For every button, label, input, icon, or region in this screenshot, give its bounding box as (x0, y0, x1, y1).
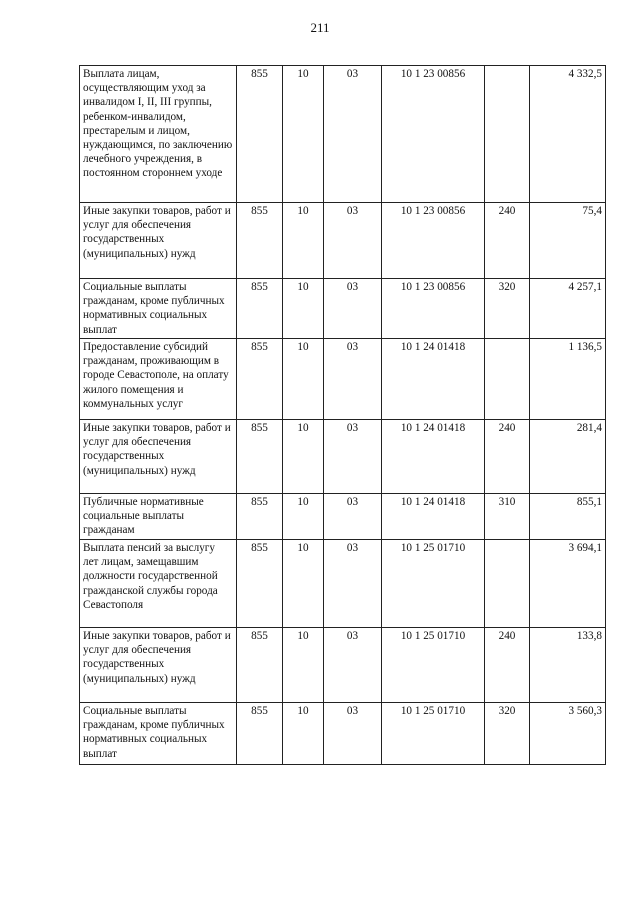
table-row (80, 420, 606, 494)
amount: 3 560,3 (530, 703, 606, 765)
amount: 133,8 (530, 628, 606, 703)
row-name: Иные закупки товаров, работ и услуг для обеспечения государственных (муниципальных) нужд (80, 203, 237, 279)
target-article-code: 10 1 24 01418 (382, 339, 485, 420)
expense-type-code (485, 540, 530, 628)
row-name: Публичные нормативные социальные выплаты гражданам (80, 494, 237, 540)
ministry-code: 855 (237, 494, 283, 540)
row-name: Иные закупки товаров, работ и услуг для обеспечения государственных (муниципальных) нужд (80, 628, 237, 703)
ministry-code: 855 (237, 66, 283, 203)
ministry-code: 855 (237, 628, 283, 703)
expense-type-code (485, 66, 530, 203)
table-row (80, 339, 606, 420)
row-name: Социальные выплаты гражданам, кроме публичных нормативных социальных выплат (80, 279, 237, 339)
amount: 3 694,1 (530, 540, 606, 628)
target-article-code: 10 1 25 01710 (382, 540, 485, 628)
subsection-code: 03 (324, 279, 382, 339)
target-article-code: 10 1 25 01710 (382, 703, 485, 765)
target-article-code: 10 1 23 00856 (382, 66, 485, 203)
ministry-code: 855 (237, 203, 283, 279)
ministry-code: 855 (237, 420, 283, 494)
section-code: 10 (283, 66, 324, 203)
table-body (80, 66, 606, 765)
expense-type-code: 310 (485, 494, 530, 540)
expense-type-code: 240 (485, 628, 530, 703)
ministry-code: 855 (237, 339, 283, 420)
amount: 1 136,5 (530, 339, 606, 420)
section-code: 10 (283, 203, 324, 279)
row-name: Выплата лицам, осуществляющим уход за инвалидом I, II, III группы, ребенком-инвалидом, престарелым и лицом, нуждающимся, по заключению лечебного учреждения, в постоянном стороннем уходе (80, 66, 237, 203)
amount: 4 332,5 (530, 66, 606, 203)
table-row (80, 279, 606, 339)
table-row (80, 203, 606, 279)
section-code: 10 (283, 540, 324, 628)
section-code: 10 (283, 420, 324, 494)
page-number: 211 (310, 20, 330, 35)
amount: 855,1 (530, 494, 606, 540)
subsection-code: 03 (324, 703, 382, 765)
table-row (80, 703, 606, 765)
expense-type-code: 320 (485, 703, 530, 765)
section-code: 10 (283, 339, 324, 420)
table-row (80, 540, 606, 628)
budget-table (79, 65, 606, 765)
table-row (80, 494, 606, 540)
amount: 4 257,1 (530, 279, 606, 339)
section-code: 10 (283, 279, 324, 339)
target-article-code: 10 1 24 01418 (382, 420, 485, 494)
subsection-code: 03 (324, 339, 382, 420)
target-article-code: 10 1 23 00856 (382, 203, 485, 279)
target-article-code: 10 1 24 01418 (382, 494, 485, 540)
expense-type-code: 240 (485, 420, 530, 494)
ministry-code: 855 (237, 279, 283, 339)
ministry-code: 855 (237, 703, 283, 765)
row-name: Предоставление субсидий гражданам, проживающим в городе Севастополе, на оплату жилого помещения и коммунальных услуг (80, 339, 237, 420)
target-article-code: 10 1 25 01710 (382, 628, 485, 703)
subsection-code: 03 (324, 494, 382, 540)
subsection-code: 03 (324, 420, 382, 494)
target-article-code: 10 1 23 00856 (382, 279, 485, 339)
subsection-code: 03 (324, 540, 382, 628)
section-code: 10 (283, 494, 324, 540)
row-name: Выплата пенсий за выслугу лет лицам, замещавшим должности государственной гражданской службы города Севастополя (80, 540, 237, 628)
expense-type-code (485, 339, 530, 420)
table-row (80, 66, 606, 203)
expense-type-code: 240 (485, 203, 530, 279)
subsection-code: 03 (324, 203, 382, 279)
amount: 75,4 (530, 203, 606, 279)
subsection-code: 03 (324, 628, 382, 703)
row-name: Социальные выплаты гражданам, кроме публичных нормативных социальных выплат (80, 703, 237, 765)
section-code: 10 (283, 628, 324, 703)
amount: 281,4 (530, 420, 606, 494)
section-code: 10 (283, 703, 324, 765)
row-name: Иные закупки товаров, работ и услуг для обеспечения государственных (муниципальных) нужд (80, 420, 237, 494)
table-row (80, 628, 606, 703)
subsection-code: 03 (324, 66, 382, 203)
ministry-code: 855 (237, 540, 283, 628)
expense-type-code: 320 (485, 279, 530, 339)
